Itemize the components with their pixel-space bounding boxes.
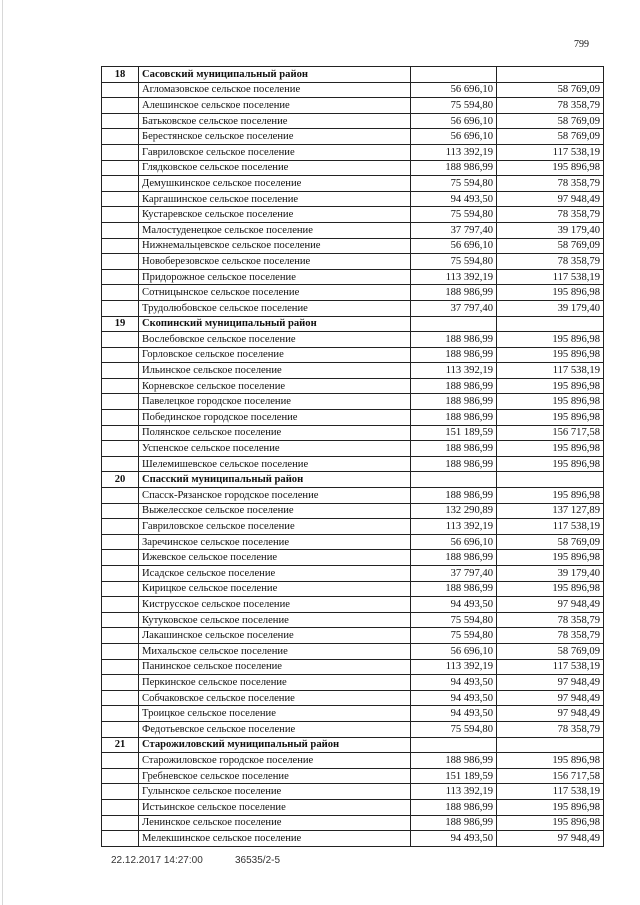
row-number-cell bbox=[102, 222, 139, 238]
settlement-name-cell: Перкинское сельское поселение bbox=[139, 675, 411, 691]
row-number-cell bbox=[102, 144, 139, 160]
row-number-cell bbox=[102, 690, 139, 706]
amount-1-cell: 151 189,59 bbox=[411, 425, 497, 441]
settlement-name-cell: Алешинское сельское поселение bbox=[139, 98, 411, 114]
table-row bbox=[102, 394, 604, 410]
table-row bbox=[102, 332, 604, 348]
table-row bbox=[102, 456, 604, 472]
table-row bbox=[102, 659, 604, 675]
table-row bbox=[102, 98, 604, 114]
row-number-cell bbox=[102, 254, 139, 270]
row-number-cell bbox=[102, 628, 139, 644]
table-row bbox=[102, 82, 604, 98]
row-number-cell bbox=[102, 534, 139, 550]
row-number-cell bbox=[102, 784, 139, 800]
amount-1-cell: 94 493,50 bbox=[411, 690, 497, 706]
amount-2-cell: 195 896,98 bbox=[497, 815, 604, 831]
row-number-cell bbox=[102, 597, 139, 613]
amount-1-cell: 37 797,40 bbox=[411, 566, 497, 582]
row-number-cell bbox=[102, 831, 139, 847]
amount-2-cell: 58 769,09 bbox=[497, 643, 604, 659]
settlement-name-cell: Михальское сельское поселение bbox=[139, 643, 411, 659]
settlement-name-cell: Агломазовское сельское поселение bbox=[139, 82, 411, 98]
amount-2-cell: 58 769,09 bbox=[497, 534, 604, 550]
row-number-cell: 20 bbox=[102, 472, 139, 488]
amount-2-cell: 97 948,49 bbox=[497, 831, 604, 847]
amount-1-cell: 37 797,40 bbox=[411, 222, 497, 238]
settlement-name-cell: Гребневское сельское поселение bbox=[139, 768, 411, 784]
settlement-name-cell: Каргашинское сельское поселение bbox=[139, 191, 411, 207]
settlement-name-cell: Батьковское сельское поселение bbox=[139, 113, 411, 129]
settlement-name-cell: Придорожное сельское поселение bbox=[139, 269, 411, 285]
row-number-cell bbox=[102, 519, 139, 535]
row-number-cell bbox=[102, 98, 139, 114]
row-number-cell: 19 bbox=[102, 316, 139, 332]
table-row bbox=[102, 519, 604, 535]
amount-1-cell: 75 594,80 bbox=[411, 207, 497, 223]
amount-2-cell: 117 538,19 bbox=[497, 519, 604, 535]
settlement-name-cell: Гавриловское сельское поселение bbox=[139, 519, 411, 535]
table-row bbox=[102, 706, 604, 722]
row-number-cell bbox=[102, 612, 139, 628]
settlement-name-cell: Демушкинское сельское поселение bbox=[139, 176, 411, 192]
amount-1-cell: 188 986,99 bbox=[411, 332, 497, 348]
row-number-cell bbox=[102, 488, 139, 504]
table-row bbox=[102, 129, 604, 145]
footer-timestamp: 22.12.2017 14:27:00 bbox=[111, 855, 203, 866]
table-row bbox=[102, 721, 604, 737]
amount-2-cell: 78 358,79 bbox=[497, 98, 604, 114]
amount-2-cell: 39 179,40 bbox=[497, 300, 604, 316]
table-row bbox=[102, 784, 604, 800]
amount-2-cell: 137 127,89 bbox=[497, 503, 604, 519]
amount-1-cell: 75 594,80 bbox=[411, 628, 497, 644]
row-number-cell bbox=[102, 768, 139, 784]
settlement-name-cell: Кирицкое сельское поселение bbox=[139, 581, 411, 597]
settlement-name-cell: Троицкое сельское поселение bbox=[139, 706, 411, 722]
amount-2-cell: 78 358,79 bbox=[497, 254, 604, 270]
amount-2-cell: 195 896,98 bbox=[497, 753, 604, 769]
amount-1-cell bbox=[411, 316, 497, 332]
amount-2-cell bbox=[497, 316, 604, 332]
amount-1-cell: 56 696,10 bbox=[411, 129, 497, 145]
settlement-name-cell: Кутуковское сельское поселение bbox=[139, 612, 411, 628]
settlement-name-cell: Выжелесское сельское поселение bbox=[139, 503, 411, 519]
row-number-cell bbox=[102, 378, 139, 394]
row-number-cell bbox=[102, 238, 139, 254]
amount-2-cell: 195 896,98 bbox=[497, 347, 604, 363]
table-row bbox=[102, 753, 604, 769]
table-row bbox=[102, 176, 604, 192]
table-row bbox=[102, 425, 604, 441]
amount-2-cell: 78 358,79 bbox=[497, 628, 604, 644]
settlement-name-cell: Полянское сельское поселение bbox=[139, 425, 411, 441]
settlement-name-cell: Федотьевское сельское поселение bbox=[139, 721, 411, 737]
scan-edge bbox=[2, 0, 3, 905]
amount-2-cell: 156 717,58 bbox=[497, 768, 604, 784]
row-number-cell bbox=[102, 176, 139, 192]
row-number-cell bbox=[102, 815, 139, 831]
settlement-name-cell: Вослебовское сельское поселение bbox=[139, 332, 411, 348]
district-row bbox=[102, 67, 604, 83]
district-row bbox=[102, 316, 604, 332]
amount-2-cell: 117 538,19 bbox=[497, 784, 604, 800]
amount-2-cell: 58 769,09 bbox=[497, 82, 604, 98]
amount-1-cell bbox=[411, 737, 497, 753]
table-row bbox=[102, 566, 604, 582]
amount-1-cell: 151 189,59 bbox=[411, 768, 497, 784]
row-number-cell bbox=[102, 643, 139, 659]
row-number-cell bbox=[102, 394, 139, 410]
amount-2-cell: 195 896,98 bbox=[497, 160, 604, 176]
settlement-name-cell: Киструсское сельское поселение bbox=[139, 597, 411, 613]
amount-1-cell: 113 392,19 bbox=[411, 784, 497, 800]
row-number-cell bbox=[102, 82, 139, 98]
table-row bbox=[102, 534, 604, 550]
row-number-cell bbox=[102, 129, 139, 145]
table-row bbox=[102, 815, 604, 831]
settlement-name-cell: Павелецкое городское поселение bbox=[139, 394, 411, 410]
settlement-name-cell: Старожиловский муниципальный район bbox=[139, 737, 411, 753]
settlement-name-cell: Сотницынское сельское поселение bbox=[139, 285, 411, 301]
amount-2-cell: 58 769,09 bbox=[497, 238, 604, 254]
row-number-cell bbox=[102, 300, 139, 316]
settlement-name-cell: Ижевское сельское поселение bbox=[139, 550, 411, 566]
amount-2-cell: 78 358,79 bbox=[497, 207, 604, 223]
amount-2-cell bbox=[497, 472, 604, 488]
amount-1-cell: 188 986,99 bbox=[411, 410, 497, 426]
table-row bbox=[102, 191, 604, 207]
settlement-name-cell: Корневское сельское поселение bbox=[139, 378, 411, 394]
settlement-name-cell: Нижнемальцевское сельское поселение bbox=[139, 238, 411, 254]
row-number-cell bbox=[102, 363, 139, 379]
settlement-name-cell: Гулынское сельское поселение bbox=[139, 784, 411, 800]
row-number-cell bbox=[102, 753, 139, 769]
amount-2-cell: 195 896,98 bbox=[497, 456, 604, 472]
amount-2-cell: 117 538,19 bbox=[497, 659, 604, 675]
amount-2-cell: 195 896,98 bbox=[497, 378, 604, 394]
amount-1-cell: 56 696,10 bbox=[411, 534, 497, 550]
table-row bbox=[102, 222, 604, 238]
amount-1-cell: 113 392,19 bbox=[411, 659, 497, 675]
amount-2-cell: 195 896,98 bbox=[497, 441, 604, 457]
row-number-cell bbox=[102, 347, 139, 363]
row-number-cell bbox=[102, 425, 139, 441]
table-row bbox=[102, 269, 604, 285]
amount-2-cell: 97 948,49 bbox=[497, 706, 604, 722]
table-row bbox=[102, 831, 604, 847]
amount-1-cell: 132 290,89 bbox=[411, 503, 497, 519]
amount-2-cell bbox=[497, 67, 604, 83]
settlement-name-cell: Малостуденецкое сельское поселение bbox=[139, 222, 411, 238]
amount-1-cell: 56 696,10 bbox=[411, 643, 497, 659]
amount-2-cell: 156 717,58 bbox=[497, 425, 604, 441]
settlement-name-cell: Мелекшинское сельское поселение bbox=[139, 831, 411, 847]
row-number-cell: 21 bbox=[102, 737, 139, 753]
amount-2-cell: 97 948,49 bbox=[497, 690, 604, 706]
table-row bbox=[102, 254, 604, 270]
amount-2-cell: 78 358,79 bbox=[497, 612, 604, 628]
row-number-cell bbox=[102, 456, 139, 472]
amount-2-cell: 78 358,79 bbox=[497, 176, 604, 192]
row-number-cell bbox=[102, 160, 139, 176]
amount-1-cell: 56 696,10 bbox=[411, 82, 497, 98]
row-number-cell bbox=[102, 721, 139, 737]
row-number-cell bbox=[102, 581, 139, 597]
table-row bbox=[102, 113, 604, 129]
table-row bbox=[102, 597, 604, 613]
table-row bbox=[102, 690, 604, 706]
amount-2-cell: 195 896,98 bbox=[497, 332, 604, 348]
settlement-name-cell: Глядковское сельское поселение bbox=[139, 160, 411, 176]
table-row bbox=[102, 160, 604, 176]
settlement-name-cell: Новоберезовское сельское поселение bbox=[139, 254, 411, 270]
amount-1-cell: 188 986,99 bbox=[411, 160, 497, 176]
settlement-name-cell: Заречинское сельское поселение bbox=[139, 534, 411, 550]
settlement-name-cell: Кустаревское сельское поселение bbox=[139, 207, 411, 223]
row-number-cell: 18 bbox=[102, 67, 139, 83]
table-row bbox=[102, 378, 604, 394]
amount-1-cell: 94 493,50 bbox=[411, 191, 497, 207]
table-row bbox=[102, 612, 604, 628]
amount-2-cell: 97 948,49 bbox=[497, 675, 604, 691]
table-row bbox=[102, 441, 604, 457]
amount-1-cell: 113 392,19 bbox=[411, 144, 497, 160]
amount-1-cell: 188 986,99 bbox=[411, 815, 497, 831]
row-number-cell bbox=[102, 550, 139, 566]
settlement-name-cell: Старожиловское городское поселение bbox=[139, 753, 411, 769]
amount-2-cell: 117 538,19 bbox=[497, 269, 604, 285]
table-row bbox=[102, 768, 604, 784]
amount-1-cell: 188 986,99 bbox=[411, 550, 497, 566]
row-number-cell bbox=[102, 113, 139, 129]
amount-1-cell: 188 986,99 bbox=[411, 285, 497, 301]
table-row bbox=[102, 207, 604, 223]
amount-2-cell: 97 948,49 bbox=[497, 597, 604, 613]
row-number-cell bbox=[102, 285, 139, 301]
settlement-name-cell: Гавриловское сельское поселение bbox=[139, 144, 411, 160]
table-row bbox=[102, 581, 604, 597]
table-row bbox=[102, 347, 604, 363]
table-row bbox=[102, 550, 604, 566]
amount-2-cell: 117 538,19 bbox=[497, 363, 604, 379]
table-row bbox=[102, 285, 604, 301]
row-number-cell bbox=[102, 706, 139, 722]
row-number-cell bbox=[102, 566, 139, 582]
amount-2-cell: 195 896,98 bbox=[497, 410, 604, 426]
row-number-cell bbox=[102, 503, 139, 519]
district-row bbox=[102, 737, 604, 753]
amount-2-cell: 195 896,98 bbox=[497, 799, 604, 815]
table-row bbox=[102, 799, 604, 815]
row-number-cell bbox=[102, 659, 139, 675]
table-row bbox=[102, 675, 604, 691]
settlement-name-cell: Лакашинское сельское поселение bbox=[139, 628, 411, 644]
amount-1-cell: 188 986,99 bbox=[411, 753, 497, 769]
table-row bbox=[102, 363, 604, 379]
amount-1-cell: 94 493,50 bbox=[411, 675, 497, 691]
amount-1-cell bbox=[411, 472, 497, 488]
settlement-name-cell: Спасский муниципальный район bbox=[139, 472, 411, 488]
amount-2-cell: 195 896,98 bbox=[497, 581, 604, 597]
amount-2-cell: 58 769,09 bbox=[497, 129, 604, 145]
settlement-name-cell: Собчаковское сельское поселение bbox=[139, 690, 411, 706]
amount-2-cell: 39 179,40 bbox=[497, 222, 604, 238]
settlement-name-cell: Сасовский муниципальный район bbox=[139, 67, 411, 83]
amount-2-cell: 195 896,98 bbox=[497, 394, 604, 410]
table-row bbox=[102, 503, 604, 519]
district-row bbox=[102, 472, 604, 488]
row-number-cell bbox=[102, 799, 139, 815]
amount-2-cell: 195 896,98 bbox=[497, 550, 604, 566]
amount-1-cell: 188 986,99 bbox=[411, 581, 497, 597]
amount-1-cell: 75 594,80 bbox=[411, 176, 497, 192]
amount-1-cell: 94 493,50 bbox=[411, 597, 497, 613]
table-row bbox=[102, 643, 604, 659]
table-body bbox=[102, 67, 604, 847]
table-row bbox=[102, 488, 604, 504]
amount-2-cell: 78 358,79 bbox=[497, 721, 604, 737]
settlement-name-cell: Панинское сельское поселение bbox=[139, 659, 411, 675]
amount-1-cell bbox=[411, 67, 497, 83]
amount-1-cell: 94 493,50 bbox=[411, 706, 497, 722]
amount-2-cell bbox=[497, 737, 604, 753]
table-row bbox=[102, 628, 604, 644]
settlement-name-cell: Спасск-Рязанское городское поселение bbox=[139, 488, 411, 504]
amount-1-cell: 94 493,50 bbox=[411, 831, 497, 847]
amount-2-cell: 97 948,49 bbox=[497, 191, 604, 207]
settlement-name-cell: Шелемишевское сельское поселение bbox=[139, 456, 411, 472]
amount-2-cell: 195 896,98 bbox=[497, 285, 604, 301]
amount-2-cell: 39 179,40 bbox=[497, 566, 604, 582]
row-number-cell bbox=[102, 191, 139, 207]
amount-1-cell: 113 392,19 bbox=[411, 519, 497, 535]
amount-1-cell: 75 594,80 bbox=[411, 612, 497, 628]
settlement-name-cell: Побединское городское поселение bbox=[139, 410, 411, 426]
settlement-name-cell: Исадское сельское поселение bbox=[139, 566, 411, 582]
settlement-name-cell: Ленинское сельское поселение bbox=[139, 815, 411, 831]
row-number-cell bbox=[102, 675, 139, 691]
row-number-cell bbox=[102, 269, 139, 285]
amount-1-cell: 188 986,99 bbox=[411, 394, 497, 410]
settlement-name-cell: Ильинское сельское поселение bbox=[139, 363, 411, 379]
amount-1-cell: 188 986,99 bbox=[411, 378, 497, 394]
table-row bbox=[102, 300, 604, 316]
settlement-name-cell: Истьинское сельское поселение bbox=[139, 799, 411, 815]
table-row bbox=[102, 410, 604, 426]
settlement-name-cell: Горловское сельское поселение bbox=[139, 347, 411, 363]
amount-1-cell: 113 392,19 bbox=[411, 363, 497, 379]
footer-doc-id: 36535/2-5 bbox=[235, 855, 281, 866]
settlement-name-cell: Берестянское сельское поселение bbox=[139, 129, 411, 145]
row-number-cell bbox=[102, 332, 139, 348]
amount-1-cell: 75 594,80 bbox=[411, 721, 497, 737]
amount-1-cell: 56 696,10 bbox=[411, 238, 497, 254]
amount-1-cell: 37 797,40 bbox=[411, 300, 497, 316]
amount-1-cell: 113 392,19 bbox=[411, 269, 497, 285]
amount-2-cell: 58 769,09 bbox=[497, 113, 604, 129]
amount-2-cell: 117 538,19 bbox=[497, 144, 604, 160]
allocation-table bbox=[101, 66, 604, 847]
table-row bbox=[102, 144, 604, 160]
row-number-cell bbox=[102, 441, 139, 457]
row-number-cell bbox=[102, 207, 139, 223]
amount-1-cell: 188 986,99 bbox=[411, 347, 497, 363]
settlement-name-cell: Трудолюбовское сельское поселение bbox=[139, 300, 411, 316]
amount-1-cell: 75 594,80 bbox=[411, 254, 497, 270]
amount-2-cell: 195 896,98 bbox=[497, 488, 604, 504]
page-number: 799 bbox=[574, 39, 589, 50]
amount-1-cell: 75 594,80 bbox=[411, 98, 497, 114]
table-row bbox=[102, 238, 604, 254]
amount-1-cell: 188 986,99 bbox=[411, 441, 497, 457]
row-number-cell bbox=[102, 410, 139, 426]
settlement-name-cell: Успенское сельское поселение bbox=[139, 441, 411, 457]
amount-1-cell: 188 986,99 bbox=[411, 799, 497, 815]
settlement-name-cell: Скопинский муниципальный район bbox=[139, 316, 411, 332]
amount-1-cell: 188 986,99 bbox=[411, 456, 497, 472]
amount-1-cell: 56 696,10 bbox=[411, 113, 497, 129]
amount-1-cell: 188 986,99 bbox=[411, 488, 497, 504]
